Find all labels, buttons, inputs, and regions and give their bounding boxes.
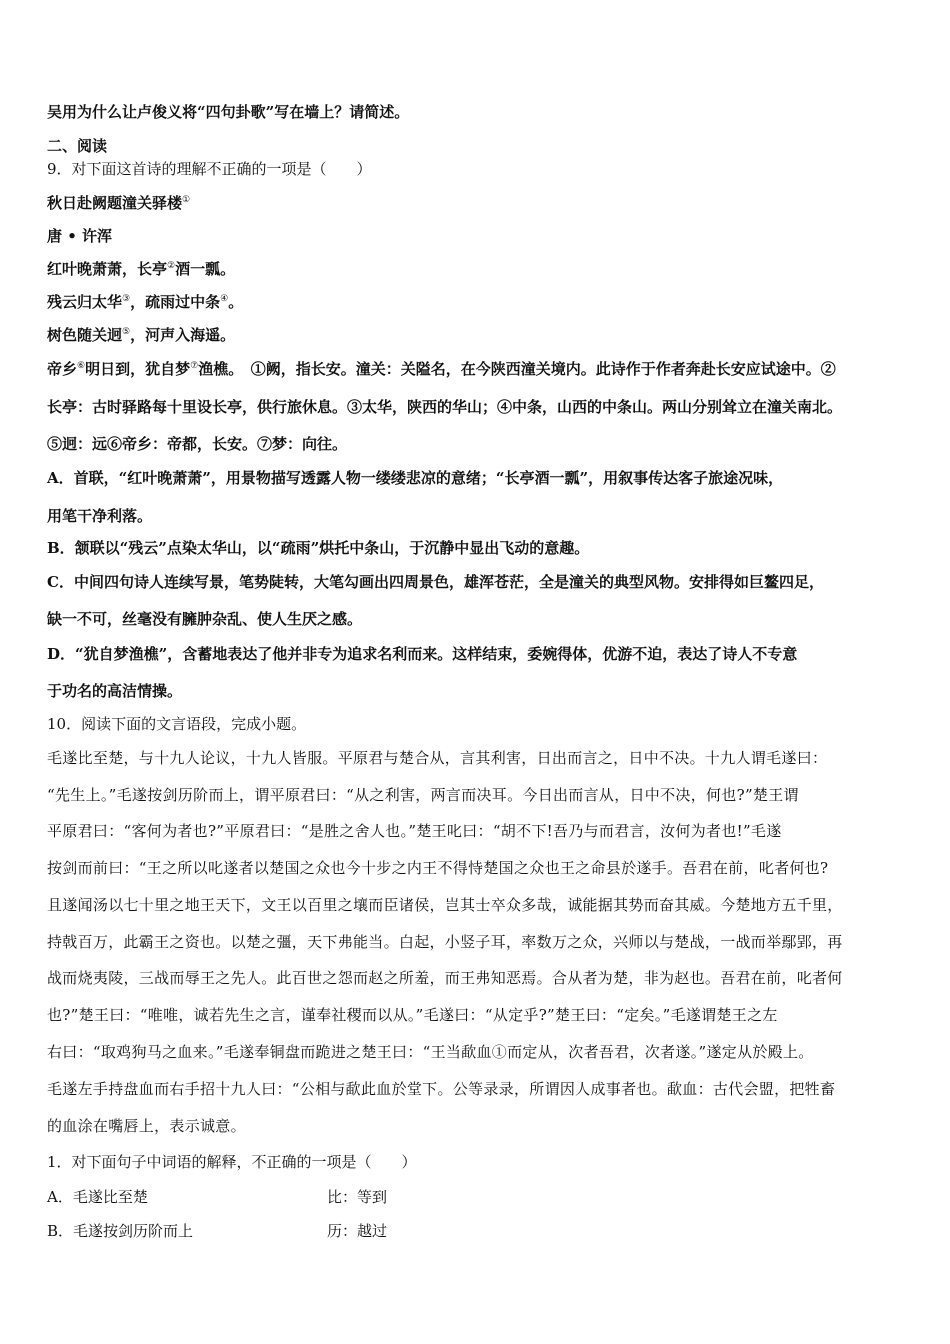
passage-line: 毛遂左手持盘血而右手招十九人曰：“公相与歃此血於堂下。公等录录，所谓因人成事者也。歃血：古代会盟，把牲畜	[47, 1080, 836, 1098]
poem-line-4-and-notes: 帝乡⑥明日到，犹自梦⑦渔樵。 ①阙，指长安。潼关：关隘名，在今陕西潼关境内。此诗作于作者奔赴长安应试途中。②	[47, 360, 836, 378]
q9-option-a-cont: 用笔干净利落。	[47, 507, 153, 525]
poem-title: 秋日赴阙题潼关驿楼①	[47, 194, 191, 212]
passage-line: 战而烧夷陵，三战而辱王之先人。此百世之怨而赵之所羞，而王弗知恶焉。合从者为楚，非为赵也。吾君在前，叱者何	[47, 969, 843, 987]
q9-option-d: D．“犹自梦渔樵”，含蓄地表达了他并非专为追求名利而来。这样结束，委婉得体，优游不迫，表达了诗人不专意	[47, 645, 798, 663]
poem-notes-2: 长亭：古时驿路每十里设长亭，供行旅休息。③太华，陕西的华山；④中条，山西的中条山。两山分别耸立在潼关南北。	[47, 398, 843, 416]
poem-line-2: 残云归太华③，疏雨过中条④。	[47, 293, 244, 311]
passage-line: 也?”楚王曰：“唯唯，诚若先生之言，谨奉社稷而以从。”毛遂曰：“从定乎?”楚王曰：“定矣。”毛遂谓楚王之左	[47, 1006, 778, 1024]
sub-question-option	[47, 1221, 915, 1241]
passage-line: “先生上。”毛遂按剑历阶而上，谓平原君曰：“从之利害，两言而决耳。今日出而言从，日中不决，何也?”楚王谓	[47, 786, 799, 804]
option-value: 历：越过	[327, 1222, 388, 1240]
q9-option-c-cont: 缺一不可，丝毫没有臃肿杂乱、使人生厌之感。	[47, 610, 363, 628]
passage-line: 平原君曰：“客何为者也?”平原君曰：“是胜之舍人也。”楚王叱曰：“胡不下!吾乃与而君言，汝何为者也!”毛遂	[47, 822, 782, 840]
passage-line: 且遂闻汤以七十里之地王天下，文王以百里之壤而臣诸侯，岂其士卒众多哉，诚能据其势而奋其威。今楚地方五千里，	[47, 896, 843, 914]
poem-line-1: 红叶晚萧萧，长亭②酒一瓢。	[47, 260, 236, 278]
q9-option-b: B．颔联以“残云”点染太华山，以“疏雨”烘托中条山，于沉静中显出飞动的意趣。	[47, 539, 590, 557]
q9-option-a: A．首联，“红叶晚萧萧”，用景物描写透露人物一缕缕悲凉的意绪；“长亭酒一瓢”，用叙事传达客子旅途况味，	[47, 469, 784, 487]
option-label: A．毛遂比至楚	[47, 1188, 148, 1206]
option-label: B．毛遂按剑历阶而上	[47, 1222, 194, 1240]
section-heading: 二、阅读	[47, 137, 108, 155]
poem-notes-3: ⑤迥：远⑥帝乡：帝都，长安。⑦梦：向往。	[47, 435, 348, 453]
footnote-mark: ①	[182, 195, 191, 205]
passage-line: 持戟百万，此霸王之资也。以楚之彊，天下弗能当。白起，小竖子耳，率数万之众，兴师以与楚战，一战而举鄢郢，再	[47, 933, 843, 951]
option-value: 比：等到	[327, 1188, 388, 1206]
poem-author: 唐 • 许浑	[47, 227, 113, 245]
q9-option-d-cont: 于功名的高洁情操。	[47, 682, 183, 700]
sub-question-1-stem: 1．对下面句子中词语的解释，不正确的一项是（ ）	[47, 1153, 417, 1171]
sub-question-option	[47, 1187, 915, 1207]
top-question: 吴用为什么让卢俊义将“四句卦歌”写在墙上？请简述。	[47, 103, 410, 121]
passage-line: 毛遂比至楚，与十九人论议，十九人皆服。平原君与楚合从，言其利害，日出而言之，日中不决。十九人谓毛遂曰：	[47, 749, 828, 767]
q10-stem: 10．阅读下面的文言语段，完成小题。	[47, 715, 307, 733]
q9-option-c: C．中间四句诗人连续写景，笔势陡转，大笔勾画出四周景色，雄浑苍茫，全是潼关的典型风物。安排得如巨鳌四足，	[47, 573, 824, 591]
passage-line: 的血涂在嘴唇上，表示诚意。	[47, 1117, 246, 1135]
poem-line-3: 树色随关迥⑤，河声入海遥。	[47, 326, 236, 344]
q9-stem: 9．对下面这首诗的理解不正确的一项是（ ）	[47, 160, 372, 178]
passage-line: 按剑而前曰：“王之所以叱遂者以楚国之众也今十步之内王不得恃楚国之众也王之命县於遂手。吾君在前，叱者何也?	[47, 859, 829, 877]
poem-notes-1: ①阙，指长安。潼关：关隘名，在今陕西潼关境内。此诗作于作者奔赴长安应试途中。②	[250, 360, 836, 378]
passage-line: 右曰：“取鸡狗马之血来。”毛遂奉铜盘而跪进之楚王曰：“王当歃血①而定从，次者吾君，次者遂。”遂定从於殿上。	[47, 1043, 814, 1061]
